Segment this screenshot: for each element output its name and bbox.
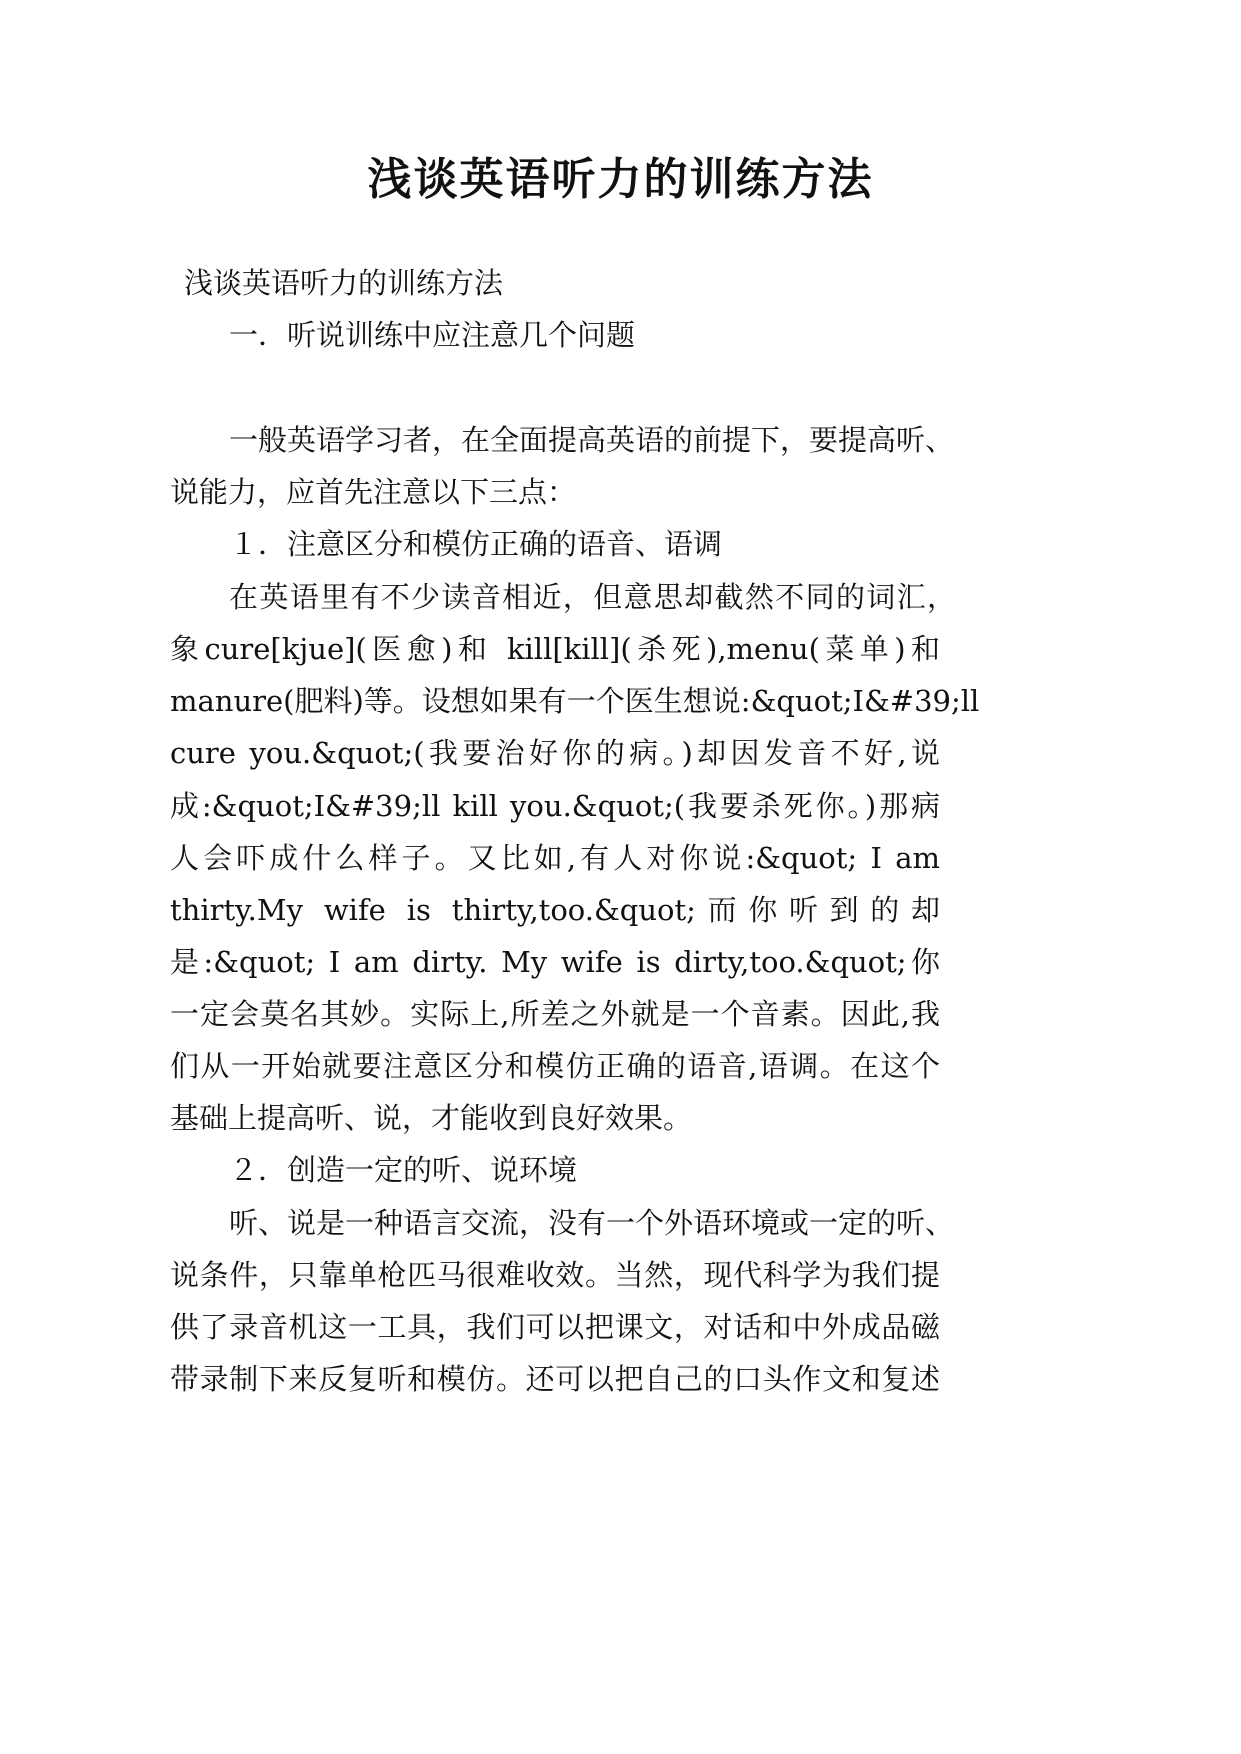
paragraph-line: 基础上提高听、说，才能收到良好效果。 [170,1101,693,1135]
paragraph-line: cure you.&quot;(我要治好你的病。)却因发音不好,说 [170,736,940,770]
paragraph-line: 们从一开始就要注意区分和模仿正确的语音,语调。在这个 [170,1049,940,1083]
paragraph-line: manure(肥料)等。设想如果有一个医生想说:&quot;I&#39;ll [170,684,980,718]
subsection-heading: ２．创造一定的听、说环境 [229,1153,578,1187]
paragraph-line: 一般英语学习者，在全面提高英语的前提下，要提高听、 [229,423,955,457]
paragraph-line: thirty.My wife is thirty,too.&quot;而你听到的却 [170,893,940,927]
paragraph-line: 说条件，只靠单枪匹马很难收效。当然，现代科学为我们提 [170,1258,940,1292]
paragraph-line: 带录制下来反复听和模仿。还可以把自己的口头作文和复述 [170,1362,940,1396]
subtitle-line: 浅谈英语听力的训练方法 [184,266,504,300]
paragraph-line: 在英语里有不少读音相近，但意思却截然不同的词汇， [229,580,956,614]
document-title: 浅谈英语听力的训练方法 [367,154,874,205]
section-heading: 一．听说训练中应注意几个问题 [229,318,636,352]
paragraph-line: 一定会莫名其妙。实际上,所差之外就是一个音素。因此,我 [170,997,940,1031]
paragraph-line: 成:&quot;I&#39;ll kill you.&quot;(我要杀死你。)那病 [170,789,940,823]
paragraph-line: 供了录音机这一工具，我们可以把课文，对话和中外成品磁 [170,1310,940,1344]
subsection-heading: １．注意区分和模仿正确的语音、语调 [229,527,723,561]
paragraph-line: 人会吓成什么样子。又比如,有人对你说:&quot; I am [170,841,940,875]
paragraph-line: 象cure[kjue](医愈)和 kill[kill](杀死),menu(菜单)和 [170,632,940,666]
paragraph-line: 说能力，应首先注意以下三点： [170,475,577,509]
paragraph-line: 是:&quot; I am dirty. My wife is dirty,too.&quot;你 [170,945,940,979]
paragraph-line: 听、说是一种语言交流，没有一个外语环境或一定的听、 [229,1206,955,1240]
